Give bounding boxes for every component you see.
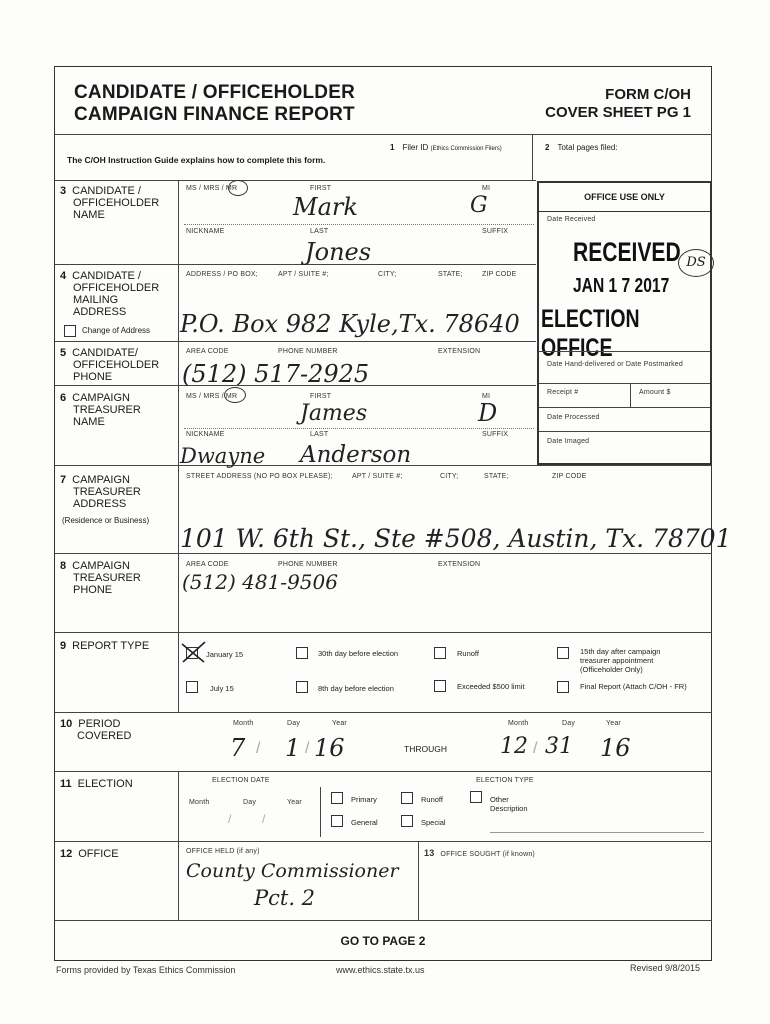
hand-delivered-label: Date Hand-delivered or Date Postmarked [547,361,683,368]
title-line-2: CAMPAIGN FINANCE REPORT [74,104,355,125]
mailing-city-label: CITY; [378,271,397,278]
july-15-checkbox[interactable] [186,681,198,693]
to-month-label: Month [508,720,529,727]
30th-day-label: 30th day before election [318,649,399,658]
received-stamp: RECEIVED [573,237,681,267]
15th-day-checkbox[interactable] [557,647,569,659]
election-date-label: ELECTION DATE [212,777,270,784]
through-label: THROUGH [404,744,447,754]
treasurer-zip-label: ZIP CODE [552,473,587,480]
to-day-label: Day [562,720,576,727]
section-9-label: 9 REPORT TYPE [60,640,150,652]
date-slash: / [533,740,538,757]
initials-mark: DS [678,249,714,277]
treasurer-mi-value[interactable]: D [478,399,498,427]
office-use-box [537,181,712,465]
candidate-phone-value[interactable]: (512) 517-2925 [182,360,370,388]
primary-checkbox[interactable] [331,792,343,804]
candidate-mi-value[interactable]: G [470,193,488,218]
date-imaged-label: Date Imaged [547,438,590,445]
special-checkbox[interactable] [401,815,413,827]
to-year-label: Year [606,720,621,727]
date-slash: / [228,812,232,826]
section-6-label: 6 CAMPAIGN TREASURER NAME [60,392,141,428]
election-runoff-checkbox[interactable] [401,792,413,804]
treasurer-mr-circle-mark [224,387,246,403]
from-day-label: Day [287,720,301,727]
candidate-phone-label: PHONE NUMBER [278,348,338,355]
treasurer-nickname-label: NICKNAME [186,431,225,438]
title-line-1: CANDIDATE / OFFICEHOLDER [74,82,355,103]
candidate-suffix-label: SUFFIX [482,228,509,235]
office-sought-label: 13 OFFICE SOUGHT (if known) [424,848,535,858]
other-checkbox[interactable] [470,791,482,803]
treasurer-title-label: MS / MRS / MR [186,393,238,400]
to-day-value[interactable]: 31 [545,734,573,759]
election-day-label: Day [243,799,257,806]
candidate-nickname-label: NICKNAME [186,228,225,235]
footer-provider: Forms provided by Texas Ethics Commission [56,965,236,975]
election-month-label: Month [189,799,210,806]
treasurer-street-label: STREET ADDRESS (NO PO BOX PLEASE); [186,473,333,480]
change-of-address-label: Change of Address [82,326,151,335]
treasurer-suffix-label: SUFFIX [482,431,509,438]
date-received-label: Date Received [547,216,596,223]
form-title [74,82,355,126]
mailing-zip-label: ZIP CODE [482,271,517,278]
general-checkbox[interactable] [331,815,343,827]
mailing-address-value[interactable]: P.O. Box 982 Kyle,Tx. 78640 [180,310,520,338]
office-held-label: OFFICE HELD (if any) [186,848,260,855]
from-month-value[interactable]: 7 [230,734,246,762]
election-type-label: ELECTION TYPE [476,777,534,784]
runoff-report-label: Runoff [457,649,479,658]
office-held-value[interactable]: County Commissioner [186,860,399,882]
section-3-label: 3 CANDIDATE / OFFICEHOLDER NAME [60,185,160,221]
to-year-value[interactable]: 16 [600,734,631,762]
from-year-label: Year [332,720,347,727]
15th-day-label: 15th day after campaign treasurer appointment (Officeholder Only) [580,647,661,674]
final-report-checkbox[interactable] [557,681,569,693]
treasurer-phone-value[interactable]: (512) 481-9506 [182,570,338,594]
primary-label: Primary [351,795,377,804]
treasurer-apt-label: APT / SUITE #; [352,473,403,480]
check-mark-icon [180,640,208,666]
final-report-label: Final Report (Attach C/OH - FR) [580,682,687,691]
8th-day-checkbox[interactable] [296,681,308,693]
footer-revised: Revised 9/8/2015 [630,963,701,973]
treasurer-address-value[interactable]: 101 W. 6th St., Ste #508, Austin, Tx. 78701 [180,524,732,553]
date-processed-label: Date Processed [547,414,600,421]
election-year-label: Year [287,799,302,806]
mr-circle-mark [228,180,248,196]
treasurer-state-label: STATE; [484,473,509,480]
filer-id-label: 1 Filer ID (Ethics Commission Filers) [390,143,502,152]
office-held-precinct-value[interactable]: Pct. 2 [254,886,316,910]
form-id-line-2: COVER SHEET PG 1 [545,104,691,121]
date-slash: / [262,812,266,826]
8th-day-label: 8th day before election [318,684,394,693]
section-10-label: 10 PERIOD COVERED [60,718,132,742]
form-id [500,86,691,122]
amount-label: Amount $ [639,389,671,396]
treasurer-first-value[interactable]: James [300,401,368,426]
candidate-area-code-label: AREA CODE [186,348,229,355]
treasurer-city-label: CITY; [440,473,459,480]
treasurer-area-code-label: AREA CODE [186,561,229,568]
other-label: Other Description [490,795,528,813]
treasurer-first-label: FIRST [310,393,332,400]
january-15-label: January 15 [206,650,244,659]
instruction-note: The C/OH Instruction Guide explains how to complete this form. [67,155,326,165]
total-pages-label: 2 Total pages filed: [545,143,618,152]
section-12-label: 12 OFFICE [60,848,119,860]
30th-day-checkbox[interactable] [296,647,308,659]
receipt-label: Receipt # [547,389,579,396]
mailing-address-label: ADDRESS / PO BOX; [186,271,258,278]
treasurer-phone-label: PHONE NUMBER [278,561,338,568]
mailing-apt-label: APT / SUITE #; [278,271,329,278]
section-8-label: 8 CAMPAIGN TREASURER PHONE [60,560,141,596]
section-11-label: 11 ELECTION [60,778,133,790]
july-15-label: July 15 [210,684,234,693]
exceeded-limit-label: Exceeded $500 limit [457,682,525,691]
candidate-first-label: FIRST [310,185,332,192]
general-label: General [351,818,378,827]
date-slash: / [305,740,310,757]
treasurer-last-value[interactable]: Anderson [300,442,412,468]
residence-note: (Residence or Business) [62,516,150,525]
candidate-last-value[interactable]: Jones [305,238,372,266]
from-day-value[interactable]: 1 [285,734,301,762]
from-year-value[interactable]: 16 [314,734,345,762]
section-7-label: 7 CAMPAIGN TREASURER ADDRESS [60,474,141,510]
office-use-title: OFFICE USE ONLY [539,183,710,212]
special-label: Special [421,818,446,827]
candidate-last-label: LAST [310,228,329,235]
section-5-label: 5 CANDIDATE/ OFFICEHOLDER PHONE [60,347,160,383]
go-to-page-2: GO TO PAGE 2 [340,934,426,948]
exceeded-limit-checkbox[interactable] [434,680,446,692]
treasurer-last-label: LAST [310,431,329,438]
footer-url[interactable]: www.ethics.state.tx.us [336,965,425,975]
treasurer-nickname-value[interactable]: Dwayne [180,444,266,468]
election-office-stamp: ELECTION OFFICE [541,305,640,362]
candidate-mi-label: MI [482,185,491,192]
candidate-first-value[interactable]: Mark [293,193,358,221]
treasurer-extension-label: EXTENSION [438,561,481,568]
from-month-label: Month [233,720,254,727]
change-of-address-checkbox[interactable] [64,325,76,337]
runoff-report-checkbox[interactable] [434,647,446,659]
treasurer-mi-label: MI [482,393,491,400]
to-month-value[interactable]: 12 [500,734,528,759]
mailing-state-label: STATE; [438,271,463,278]
election-runoff-label: Runoff [421,795,443,804]
candidate-extension-label: EXTENSION [438,348,481,355]
candidate-title-label: MS / MRS / MR [186,185,238,192]
form-id-line-1: FORM C/OH [605,86,691,103]
date-slash: / [256,740,261,757]
received-stamp-date: JAN 1 7 2017 [573,275,670,297]
section-4-label: 4 CANDIDATE / OFFICEHOLDER MAILING ADDRESS [60,270,160,318]
